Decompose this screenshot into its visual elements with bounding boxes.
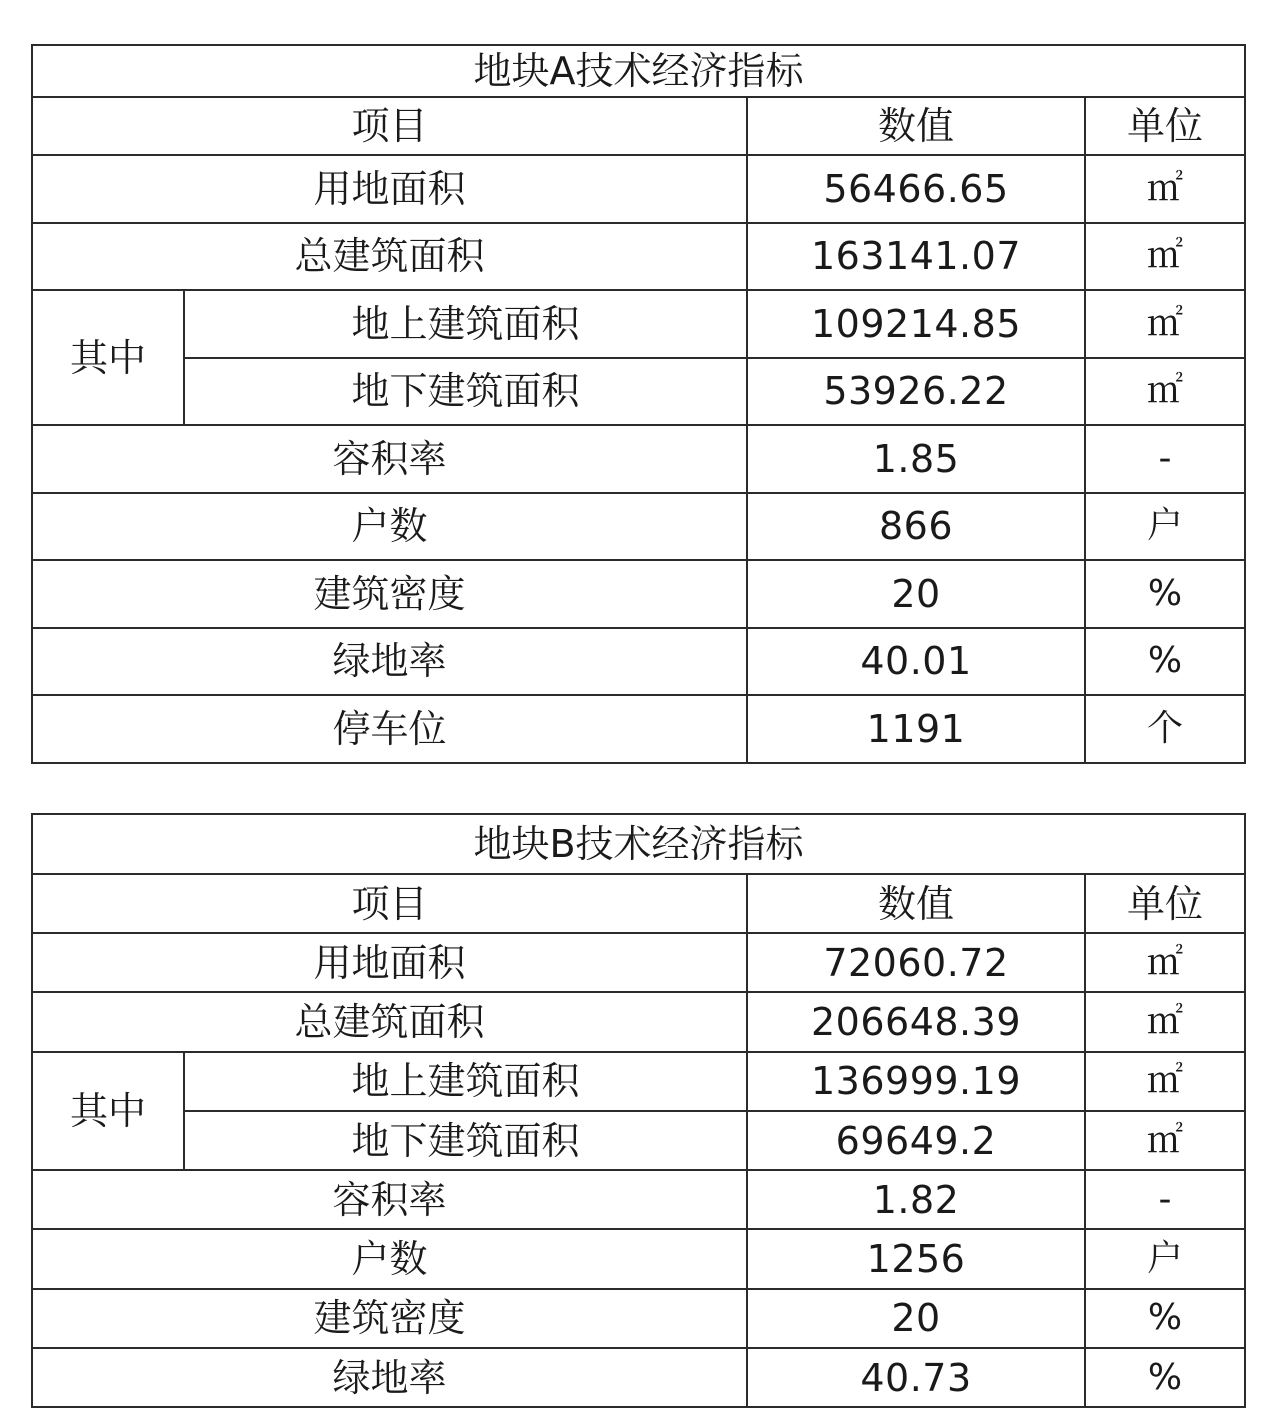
row-unit: ㎡ bbox=[1085, 933, 1245, 992]
row-item: 绿地率 bbox=[32, 628, 747, 696]
row-value: 206648.39 bbox=[747, 992, 1085, 1051]
row-item: 地上建筑面积 bbox=[184, 1052, 747, 1111]
row-unit: % bbox=[1085, 560, 1245, 628]
table-row bbox=[32, 493, 1245, 561]
row-value: 866 bbox=[747, 493, 1085, 561]
row-value: 20 bbox=[747, 560, 1085, 628]
row-item: 地上建筑面积 bbox=[184, 290, 747, 358]
row-item: 建筑密度 bbox=[32, 560, 747, 628]
row-unit: ㎡ bbox=[1085, 992, 1245, 1051]
row-unit: - bbox=[1085, 425, 1245, 493]
row-value: 40.01 bbox=[747, 628, 1085, 696]
row-unit: % bbox=[1085, 628, 1245, 696]
row-item: 地下建筑面积 bbox=[184, 358, 747, 426]
row-unit: ㎡ bbox=[1085, 1052, 1245, 1111]
row-unit: ㎡ bbox=[1085, 223, 1245, 291]
row-unit: ㎡ bbox=[1085, 290, 1245, 358]
row-unit: - bbox=[1085, 1170, 1245, 1229]
table-title: 地块B技术经济指标 bbox=[32, 814, 1245, 874]
table-row bbox=[32, 560, 1245, 628]
row-item: 容积率 bbox=[32, 1170, 747, 1229]
row-unit: 个 bbox=[1085, 695, 1245, 763]
header-item: 项目 bbox=[32, 97, 747, 155]
group-label: 其中 bbox=[32, 290, 184, 425]
row-value: 109214.85 bbox=[747, 290, 1085, 358]
table-row bbox=[32, 1111, 1245, 1170]
table-title: 地块A技术经济指标 bbox=[32, 45, 1245, 97]
indicator-table-b bbox=[31, 813, 1246, 1408]
row-value: 40.73 bbox=[747, 1348, 1085, 1407]
row-value: 163141.07 bbox=[747, 223, 1085, 291]
indicator-table-a bbox=[31, 44, 1246, 764]
row-item: 总建筑面积 bbox=[32, 992, 747, 1051]
row-item: 总建筑面积 bbox=[32, 223, 747, 291]
header-value: 数值 bbox=[747, 97, 1085, 155]
row-value: 136999.19 bbox=[747, 1052, 1085, 1111]
row-value: 56466.65 bbox=[747, 155, 1085, 223]
table-row bbox=[32, 290, 1245, 358]
table-row bbox=[32, 1170, 1245, 1229]
table-row bbox=[32, 223, 1245, 291]
row-item: 户数 bbox=[32, 1229, 747, 1288]
table-row bbox=[32, 155, 1245, 223]
row-unit: % bbox=[1085, 1348, 1245, 1407]
table-row bbox=[32, 358, 1245, 426]
row-value: 1191 bbox=[747, 695, 1085, 763]
row-value: 20 bbox=[747, 1289, 1085, 1348]
header-unit: 单位 bbox=[1085, 97, 1245, 155]
row-value: 69649.2 bbox=[747, 1111, 1085, 1170]
group-label: 其中 bbox=[32, 1052, 184, 1171]
row-value: 1.82 bbox=[747, 1170, 1085, 1229]
row-value: 1.85 bbox=[747, 425, 1085, 493]
table-row bbox=[32, 1289, 1245, 1348]
row-item: 绿地率 bbox=[32, 1348, 747, 1407]
row-value: 1256 bbox=[747, 1229, 1085, 1288]
table-row bbox=[32, 933, 1245, 992]
row-unit: ㎡ bbox=[1085, 1111, 1245, 1170]
table-row bbox=[32, 695, 1245, 763]
row-unit: ㎡ bbox=[1085, 358, 1245, 426]
header-item: 项目 bbox=[32, 874, 747, 933]
row-item: 用地面积 bbox=[32, 933, 747, 992]
header-unit: 单位 bbox=[1085, 874, 1245, 933]
table-row bbox=[32, 1229, 1245, 1288]
row-item: 地下建筑面积 bbox=[184, 1111, 747, 1170]
table-row bbox=[32, 992, 1245, 1051]
row-unit: 户 bbox=[1085, 1229, 1245, 1288]
row-item: 用地面积 bbox=[32, 155, 747, 223]
row-unit: ㎡ bbox=[1085, 155, 1245, 223]
header-value: 数值 bbox=[747, 874, 1085, 933]
row-item: 容积率 bbox=[32, 425, 747, 493]
row-item: 户数 bbox=[32, 493, 747, 561]
row-unit: 户 bbox=[1085, 493, 1245, 561]
table-row bbox=[32, 628, 1245, 696]
row-item: 停车位 bbox=[32, 695, 747, 763]
table-row bbox=[32, 1348, 1245, 1407]
table-row bbox=[32, 425, 1245, 493]
row-unit: % bbox=[1085, 1289, 1245, 1348]
row-item: 建筑密度 bbox=[32, 1289, 747, 1348]
row-value: 72060.72 bbox=[747, 933, 1085, 992]
table-row bbox=[32, 1052, 1245, 1111]
row-value: 53926.22 bbox=[747, 358, 1085, 426]
